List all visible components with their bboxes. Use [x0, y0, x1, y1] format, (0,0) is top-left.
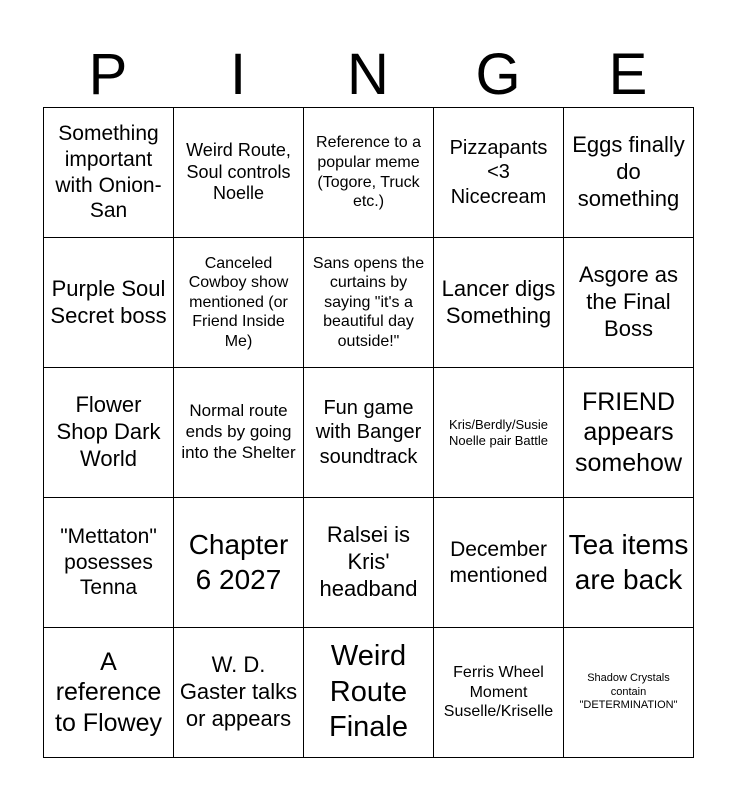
- bingo-cell[interactable]: Chapter 6 2027: [174, 498, 304, 628]
- board-row-5: [44, 628, 694, 758]
- header-letter-p: P: [88, 42, 128, 107]
- bingo-cell[interactable]: Purple Soul Secret boss: [44, 238, 174, 368]
- bingo-cell[interactable]: W. D. Gaster talks or appears: [174, 628, 304, 758]
- header-letter-i: I: [229, 42, 247, 107]
- bingo-cell[interactable]: Ferris Wheel Moment Suselle/Kriselle: [434, 628, 564, 758]
- bingo-cell[interactable]: Shadow Crystals contain "DETERMINATION": [564, 628, 694, 758]
- bingo-cell[interactable]: Weird Route, Soul controls Noelle: [174, 108, 304, 238]
- board-row-4: [44, 498, 694, 628]
- header-letter-e: E: [608, 42, 648, 107]
- bingo-board: [43, 107, 694, 758]
- bingo-cell[interactable]: FRIEND appears somehow: [564, 368, 694, 498]
- header-letter-n: N: [347, 42, 389, 107]
- bingo-cell[interactable]: Something important with Onion-San: [44, 108, 174, 238]
- bingo-cell[interactable]: Flower Shop Dark World: [44, 368, 174, 498]
- bingo-cell[interactable]: Reference to a popular meme (Togore, Truck etc.): [304, 108, 434, 238]
- bingo-cell[interactable]: Asgore as the Final Boss: [564, 238, 694, 368]
- bingo-cell[interactable]: Fun game with Banger soundtrack: [304, 368, 434, 498]
- bingo-cell[interactable]: Ralsei is Kris' headband: [304, 498, 434, 628]
- bingo-cell[interactable]: Canceled Cowboy show mentioned (or Friend Inside Me): [174, 238, 304, 368]
- bingo-header: [43, 38, 693, 108]
- board-row-3: [44, 368, 694, 498]
- bingo-cell[interactable]: "Mettaton" posesses Tenna: [44, 498, 174, 628]
- bingo-cell[interactable]: Weird Route Finale: [304, 628, 434, 758]
- board-row-2: [44, 238, 694, 368]
- board-row-1: [44, 108, 694, 238]
- bingo-cell[interactable]: Eggs finally do something: [564, 108, 694, 238]
- bingo-cell[interactable]: Lancer digs Something: [434, 238, 564, 368]
- header-letter-g: G: [475, 42, 521, 107]
- bingo-cell[interactable]: A reference to Flowey: [44, 628, 174, 758]
- bingo-cell[interactable]: Tea items are back: [564, 498, 694, 628]
- bingo-cell[interactable]: December mentioned: [434, 498, 564, 628]
- bingo-cell[interactable]: Sans opens the curtains by saying "it's a beautiful day outside!": [304, 238, 434, 368]
- bingo-cell[interactable]: Normal route ends by going into the Shelter: [174, 368, 304, 498]
- bingo-cell[interactable]: Pizzapants <3 Nicecream: [434, 108, 564, 238]
- bingo-cell[interactable]: Kris/Berdly/Susie Noelle pair Battle: [434, 368, 564, 498]
